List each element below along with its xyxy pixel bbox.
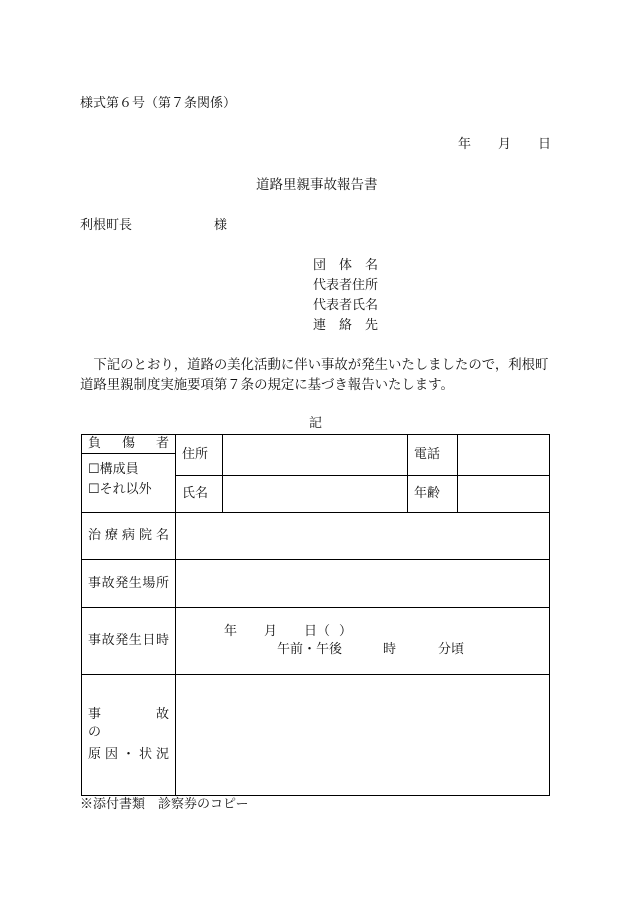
sender-rep-address: 代表者住所	[313, 278, 379, 293]
hospital-label: 治療病院名	[82, 513, 176, 560]
dt-minute: 分頃	[438, 642, 465, 657]
recipient-honorific: 様	[214, 218, 228, 233]
recipient-name: 利根町長	[80, 218, 133, 233]
place-label: 事故発生場所	[82, 560, 176, 608]
document-title: 道路里親事故報告書	[256, 177, 378, 193]
body-line-1: 下記のとおり，道路の美化活動に伴い事故が発生いたしましたので，利根町	[80, 358, 549, 373]
address-label: 住所	[176, 435, 223, 476]
age-field[interactable]	[458, 476, 550, 513]
date-month: 月	[498, 137, 512, 152]
date-day: 日	[538, 137, 552, 152]
dt-year: 年	[224, 624, 238, 639]
body-line-2: 道路里親制度実施要項第７条の規定に基づき報告いたします。	[80, 378, 454, 393]
sender-rep-name: 代表者氏名	[313, 298, 379, 313]
cause-field[interactable]	[176, 675, 550, 796]
dt-close: ）	[339, 624, 353, 639]
report-table	[81, 434, 550, 796]
sender-group-name: 団 体 名	[313, 258, 379, 273]
dt-ampm: 午前・午後	[277, 642, 343, 657]
cause-line-2: 原因・状況	[88, 747, 169, 762]
dt-month: 月	[264, 624, 278, 639]
sender-contact: 連 絡 先	[313, 318, 379, 333]
place-field[interactable]	[176, 560, 550, 608]
dt-day: 日（	[304, 624, 331, 639]
cause-line-1: 事 故 の	[88, 707, 196, 740]
dt-hour: 時	[383, 642, 397, 657]
form-number: 様式第６号（第７条関係）	[80, 96, 237, 111]
address-field[interactable]	[223, 435, 408, 476]
hospital-field[interactable]	[176, 513, 550, 560]
name-label: 氏名	[176, 476, 223, 513]
checkbox-other[interactable]: ☐それ以外	[88, 482, 152, 497]
phone-field[interactable]	[458, 435, 550, 476]
age-label: 年齢	[408, 476, 458, 513]
ki-heading: 記	[309, 416, 323, 431]
cause-label	[82, 675, 196, 796]
date-year: 年	[458, 137, 472, 152]
name-field[interactable]	[223, 476, 408, 513]
checkbox-member[interactable]: ☐構成員	[88, 462, 139, 477]
datetime-label: 事故発生日時	[82, 608, 176, 675]
datetime-field[interactable]	[176, 608, 550, 675]
phone-label: 電話	[408, 435, 458, 476]
injured-cell	[82, 435, 176, 513]
injured-options	[82, 454, 175, 500]
injured-label: 負 傷 者	[82, 435, 175, 454]
attachment-note: ※添付書類 診察券のコピー	[80, 797, 249, 812]
